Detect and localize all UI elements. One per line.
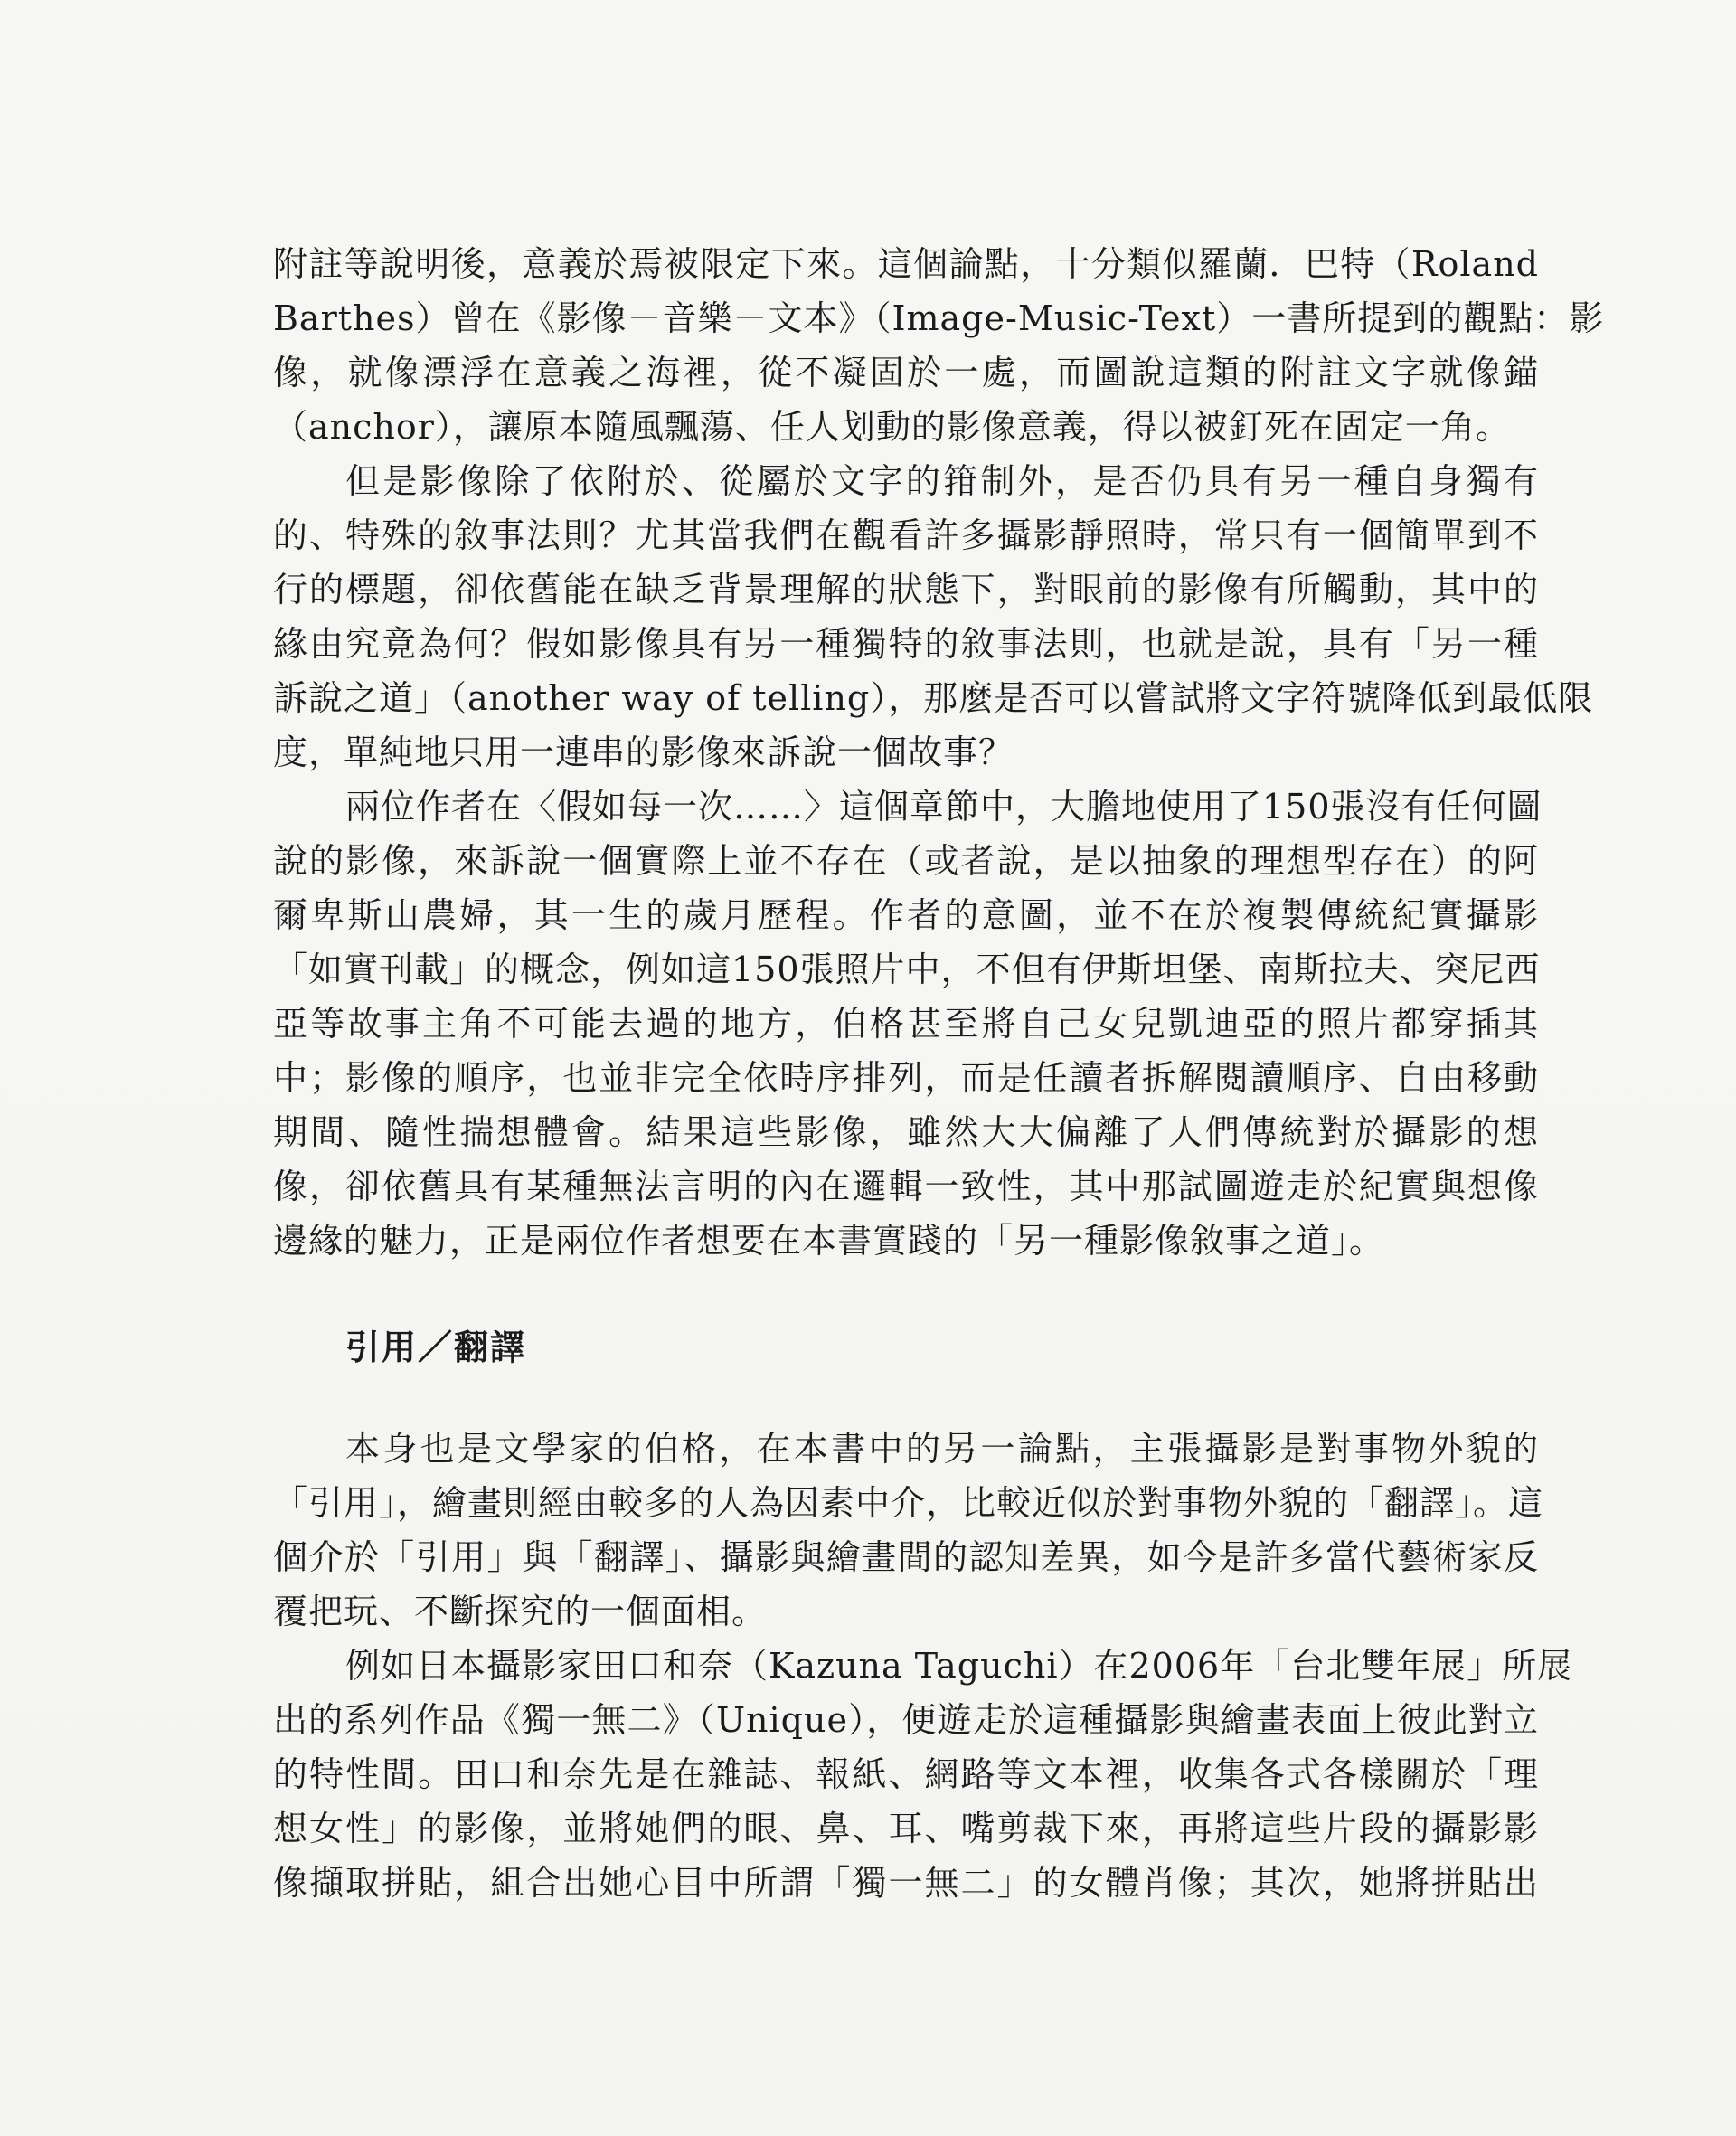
text-line: 「如實刊載」的概念，例如這150張照片中，不但有伊斯坦堡、南斯拉夫、突尼西 — [273, 950, 1541, 989]
text-line: 期間、隨性揣想體會。結果這些影像，雖然大大偏離了人們傳統對於攝影的想 — [273, 1112, 1539, 1152]
text-line: 但是影像除了依附於、從屬於文字的箝制外，是否仍具有另一種自身獨有 — [345, 461, 1539, 501]
text-line: 本身也是文學家的伯格，在本書中的另一論點，主張攝影是對事物外貌的 — [345, 1429, 1539, 1469]
text-line: 個介於「引用」與「翻譯」、攝影與繪畫間的認知差異，如今是許多當代藝術家反 — [273, 1537, 1539, 1577]
text-line: 度，單純地只用一連串的影像來訴說一個故事？ — [273, 732, 1014, 772]
text-line: 說的影像，來訴說一個實際上並不存在（或者說，是以抽象的理想型存在）的阿 — [273, 841, 1539, 881]
text-line: 爾卑斯山農婦，其一生的歲月歷程。作者的意圖，並不在於複製傳統紀實攝影 — [273, 895, 1539, 935]
text-line: （anchor），讓原本隨風飄蕩、任人划動的影像意義，得以被釘死在固定一角。 — [273, 407, 1511, 447]
top-paragraphs — [273, 237, 1605, 1268]
text-line: 覆把玩、不斷探究的一個面相。 — [273, 1592, 768, 1631]
text-line: 緣由究竟為何？假如影像具有另一種獨特的敘事法則，也就是說，具有「另一種 — [273, 624, 1539, 664]
text-line: 「引用」，繪畫則經由較多的人為因素中介，比較近似於對事物外貌的「翻譯」。這 — [273, 1483, 1544, 1523]
text-line: 出的系列作品《獨一無二》（Unique），便遊走於這種攝影與繪畫表面上彼此對立 — [273, 1700, 1539, 1740]
section-heading: 引用／翻譯 — [345, 1327, 527, 1367]
text-line: 兩位作者在〈假如每一次……〉這個章節中，大膽地使用了150張沒有任何圖 — [345, 787, 1543, 827]
text-line: 的、特殊的敘事法則？尤其當我們在觀看許多攝影靜照時，常只有一個簡單到不 — [273, 515, 1539, 555]
text-line: 訴說之道」（another way of telling），那麼是否可以嘗試將文字符號降低到最低限 — [273, 678, 1594, 718]
text-line: 行的標題，卻依舊能在缺乏背景理解的狀態下，對眼前的影像有所觸動，其中的 — [273, 570, 1539, 610]
bottom-paragraphs — [273, 1422, 1573, 1910]
text-line: 例如日本攝影家田口和奈（Kazuna Taguchi）在2006年「台北雙年展」所展 — [345, 1646, 1573, 1686]
text-line: 附註等說明後，意義於焉被限定下來。這個論點，十分類似羅蘭．巴特（Roland — [273, 244, 1539, 284]
text-line: 像擷取拼貼，組合出她心目中所謂「獨一無二」的女體肖像；其次，她將拼貼出 — [273, 1863, 1539, 1903]
text-line: 中；影像的順序，也並非完全依時序排列，而是任讀者拆解閱讀順序、自由移動 — [273, 1058, 1539, 1098]
text-line: 像，卻依舊具有某種無法言明的內在邏輯一致性，其中那試圖遊走於紀實與想像 — [273, 1167, 1539, 1206]
text-line: 想女性」的影像，並將她們的眼、鼻、耳、嘴剪裁下來，再將這些片段的攝影影 — [273, 1809, 1539, 1848]
text-line: 的特性間。田口和奈先是在雜誌、報紙、網路等文本裡，收集各式各樣關於「理 — [273, 1754, 1539, 1794]
text-line: Barthes）曾在《影像－音樂－文本》（Image-Music-Text）一書所提到的觀點：影 — [273, 298, 1605, 338]
text-line: 像，就像漂浮在意義之海裡，從不凝固於一處，而圖說這類的附註文字就像錨 — [273, 353, 1539, 392]
text-line: 邊緣的魅力，正是兩位作者想要在本書實踐的「另一種影像敘事之道」。 — [273, 1221, 1385, 1261]
text-line: 亞等故事主角不可能去過的地方，伯格甚至將自己女兒凱迪亞的照片都穿插其 — [273, 1004, 1539, 1044]
